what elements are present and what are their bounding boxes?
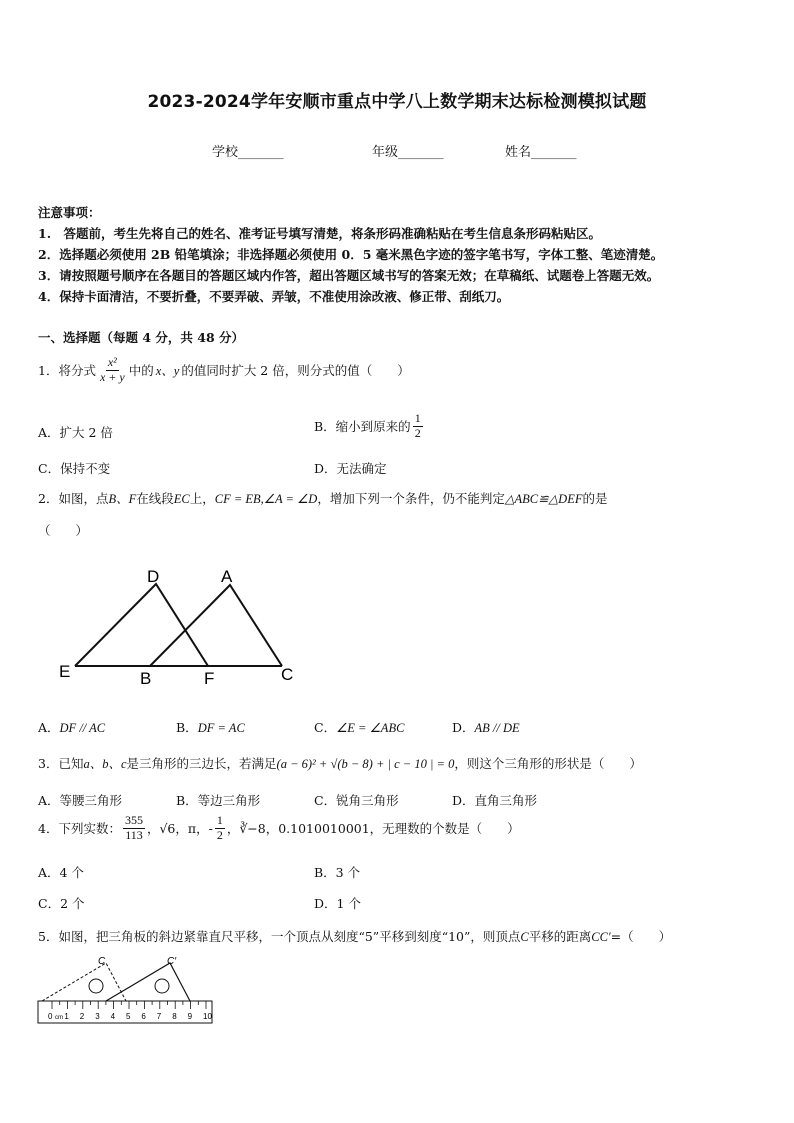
q3-abc: a、b、c xyxy=(83,757,127,771)
q2-a-label: A． xyxy=(38,720,60,735)
q3-option-b: B．等边三角形 xyxy=(176,793,261,808)
q5-cc: CC′ xyxy=(591,930,611,944)
q4-option-d: D．1 个 xyxy=(314,896,361,911)
q5-c: C xyxy=(520,930,529,944)
ruler-tick-label: 3 xyxy=(95,1012,100,1021)
ruler-tick-label: 4 xyxy=(110,1012,116,1021)
q2-text-mid2: 上， xyxy=(189,491,215,506)
question-2 xyxy=(38,489,607,507)
school-field: 学校_______ xyxy=(212,145,284,160)
q3-expression: (a − 6)² + √(b − 8) + | c − 10 | = 0 xyxy=(276,757,455,771)
q1-b-num: 1 xyxy=(414,411,421,425)
q3-option-d: D．直角三角形 xyxy=(452,793,538,808)
page-title: 2023-2024学年安顺市重点中学八上数学期末达标检测模拟试题 xyxy=(147,92,647,112)
q4-fraction-2 xyxy=(215,814,225,843)
q2-option-d xyxy=(452,718,520,736)
ruler-tick-label: cm xyxy=(55,1015,63,1021)
q1-frac-num: x² xyxy=(107,355,117,369)
ruler-tick-label: 1 xyxy=(64,1012,69,1021)
q1-option-c: C．保持不变 xyxy=(38,461,111,476)
q1-option-b xyxy=(314,412,425,441)
question-3 xyxy=(38,754,642,772)
q4-option-b: B．3 个 xyxy=(314,865,361,880)
q2-option-b xyxy=(176,718,245,736)
q2-a-math: DF // AC xyxy=(59,721,106,735)
q2-condition: CF = EB,∠A = ∠D xyxy=(214,492,318,506)
triangle-def xyxy=(75,584,208,666)
name-field: 姓名_______ xyxy=(505,145,577,160)
q3-text-post: ，则这个三角形的形状是（ ） xyxy=(454,756,642,771)
triangle-hole-moved xyxy=(155,979,169,993)
q2-text-pre: 2．如图，点 xyxy=(38,491,109,506)
q4-text-pre: 4．下列实数： xyxy=(38,821,121,837)
q2-text-post: 的是 xyxy=(582,491,608,506)
q1-b-den: 2 xyxy=(414,425,421,440)
q2-segment: EC xyxy=(173,492,190,506)
q4-option-a: A．4 个 xyxy=(38,865,84,880)
triangle-moved xyxy=(106,963,190,1001)
q2-option-a xyxy=(38,718,105,736)
q2-triangle-figure xyxy=(50,560,310,690)
q2-b-label: B． xyxy=(176,720,198,735)
q5-text-mid: 平移的距离 xyxy=(528,929,592,944)
notice-heading: 注意事项： xyxy=(38,205,101,220)
question-5 xyxy=(38,927,671,945)
q1-text-pre: 1．将分式 xyxy=(38,363,96,379)
ruler-tick-label: 6 xyxy=(141,1012,146,1021)
ruler-tick-label: 10 xyxy=(203,1012,212,1021)
ruler-tick-label: 7 xyxy=(156,1012,162,1021)
notice-item: 2．选择题必须使用 2B 铅笔填涂；非选择题必须使用 0．5 毫米黑色字迹的签字笔书写，字体工整、笔迹清楚。 xyxy=(38,247,664,262)
q2-b-math: DF = AC xyxy=(197,721,245,735)
q2-c-label: C． xyxy=(314,720,337,735)
notice-item: 1. 答题前，考生先将自己的姓名、准考证号填写清楚，将条形码准确粘贴在考生信息条形码粘贴区。 xyxy=(38,226,602,241)
q1-b-text: B．缩小到原来的 xyxy=(314,419,411,435)
section-heading: 一、选择题（每题 4 分，共 48 分） xyxy=(38,330,245,345)
label-c: C xyxy=(281,665,294,684)
q5-text-pre: 5．如图，把三角板的斜边紧靠直尺平移，一个顶点从刻度“5”平移到刻度“10”，则顶点 xyxy=(38,929,521,944)
q4-f1-num: 355 xyxy=(124,813,143,827)
q4-f2-num: 1 xyxy=(216,813,223,827)
ruler-tick-label: 0 xyxy=(48,1012,53,1021)
q5-text-post: =（ ） xyxy=(610,929,672,944)
q4-text-s2: ，∛−8，0.1010010001，无理数的个数是（ ） xyxy=(226,821,520,837)
q5-ruler-figure xyxy=(36,953,221,1025)
triangle-original xyxy=(42,963,126,1001)
notice-item: 3．请按照题号顺序在各题目的答题区域内作答，超出答题区域书写的答案无效；在草稿纸、试题卷上答题无效。 xyxy=(38,268,660,283)
q1-vars: x、y xyxy=(155,364,180,379)
question-1 xyxy=(38,356,410,385)
ruler-tick-label: 5 xyxy=(126,1012,131,1021)
label-c: C xyxy=(98,956,106,967)
q2-paren: （ ） xyxy=(38,523,89,538)
label-c-prime: C′ xyxy=(167,956,177,967)
q2-points: B、F xyxy=(108,492,137,506)
label-a: A xyxy=(221,567,233,586)
q2-text-mid1: 在线段 xyxy=(136,491,174,506)
ruler-tick-label: 8 xyxy=(172,1012,177,1021)
q3-option-c: C．锐角三角形 xyxy=(314,793,399,808)
label-b: B xyxy=(140,669,152,688)
q4-fraction-1 xyxy=(123,814,145,843)
triangle-hole-original xyxy=(89,979,103,993)
triangle-abc xyxy=(150,585,282,666)
q4-option-c: C．2 个 xyxy=(38,896,85,911)
label-e: E xyxy=(59,662,71,681)
q1-frac-den: x + y xyxy=(99,369,125,384)
q3-text-pre: 3．已知 xyxy=(38,756,84,771)
q1-b-fraction xyxy=(413,412,423,441)
q2-option-c xyxy=(314,718,404,736)
q1-text-post: 的值同时扩大 2 倍，则分式的值（ ） xyxy=(181,363,410,379)
q1-option-a: A．扩大 2 倍 xyxy=(38,425,113,440)
grade-field: 年级_______ xyxy=(372,145,444,160)
label-d: D xyxy=(147,567,160,586)
q1-text-mid: 中的 xyxy=(128,363,154,379)
q3-option-a: A．等腰三角形 xyxy=(38,793,123,808)
q2-d-math: AB // DE xyxy=(474,721,520,735)
q3-text-mid: 是三角形的三边长，若满足 xyxy=(126,756,277,771)
q2-text-mid3: ，增加下列一个条件，仍不能判定 xyxy=(317,491,505,506)
q4-f1-den: 113 xyxy=(125,827,143,842)
notice-item: 4．保持卡面清洁，不要折叠，不要弄破、弄皱，不准使用涂改液、修正带、刮纸刀。 xyxy=(38,289,510,304)
q2-c-math: ∠E = ∠ABC xyxy=(336,721,405,735)
label-f: F xyxy=(204,669,215,688)
q4-f2-den: 2 xyxy=(216,827,223,842)
q1-fraction xyxy=(98,356,127,385)
ruler-tick-label: 2 xyxy=(79,1012,85,1021)
q1-option-d: D．无法确定 xyxy=(314,461,387,476)
q2-d-label: D． xyxy=(452,720,475,735)
ruler-tick-label: 9 xyxy=(187,1012,193,1021)
q2-triangles: △ABC≌△DEF xyxy=(504,492,583,506)
question-4 xyxy=(38,814,520,843)
q4-text-s1: ，√6，π，- xyxy=(146,821,213,837)
